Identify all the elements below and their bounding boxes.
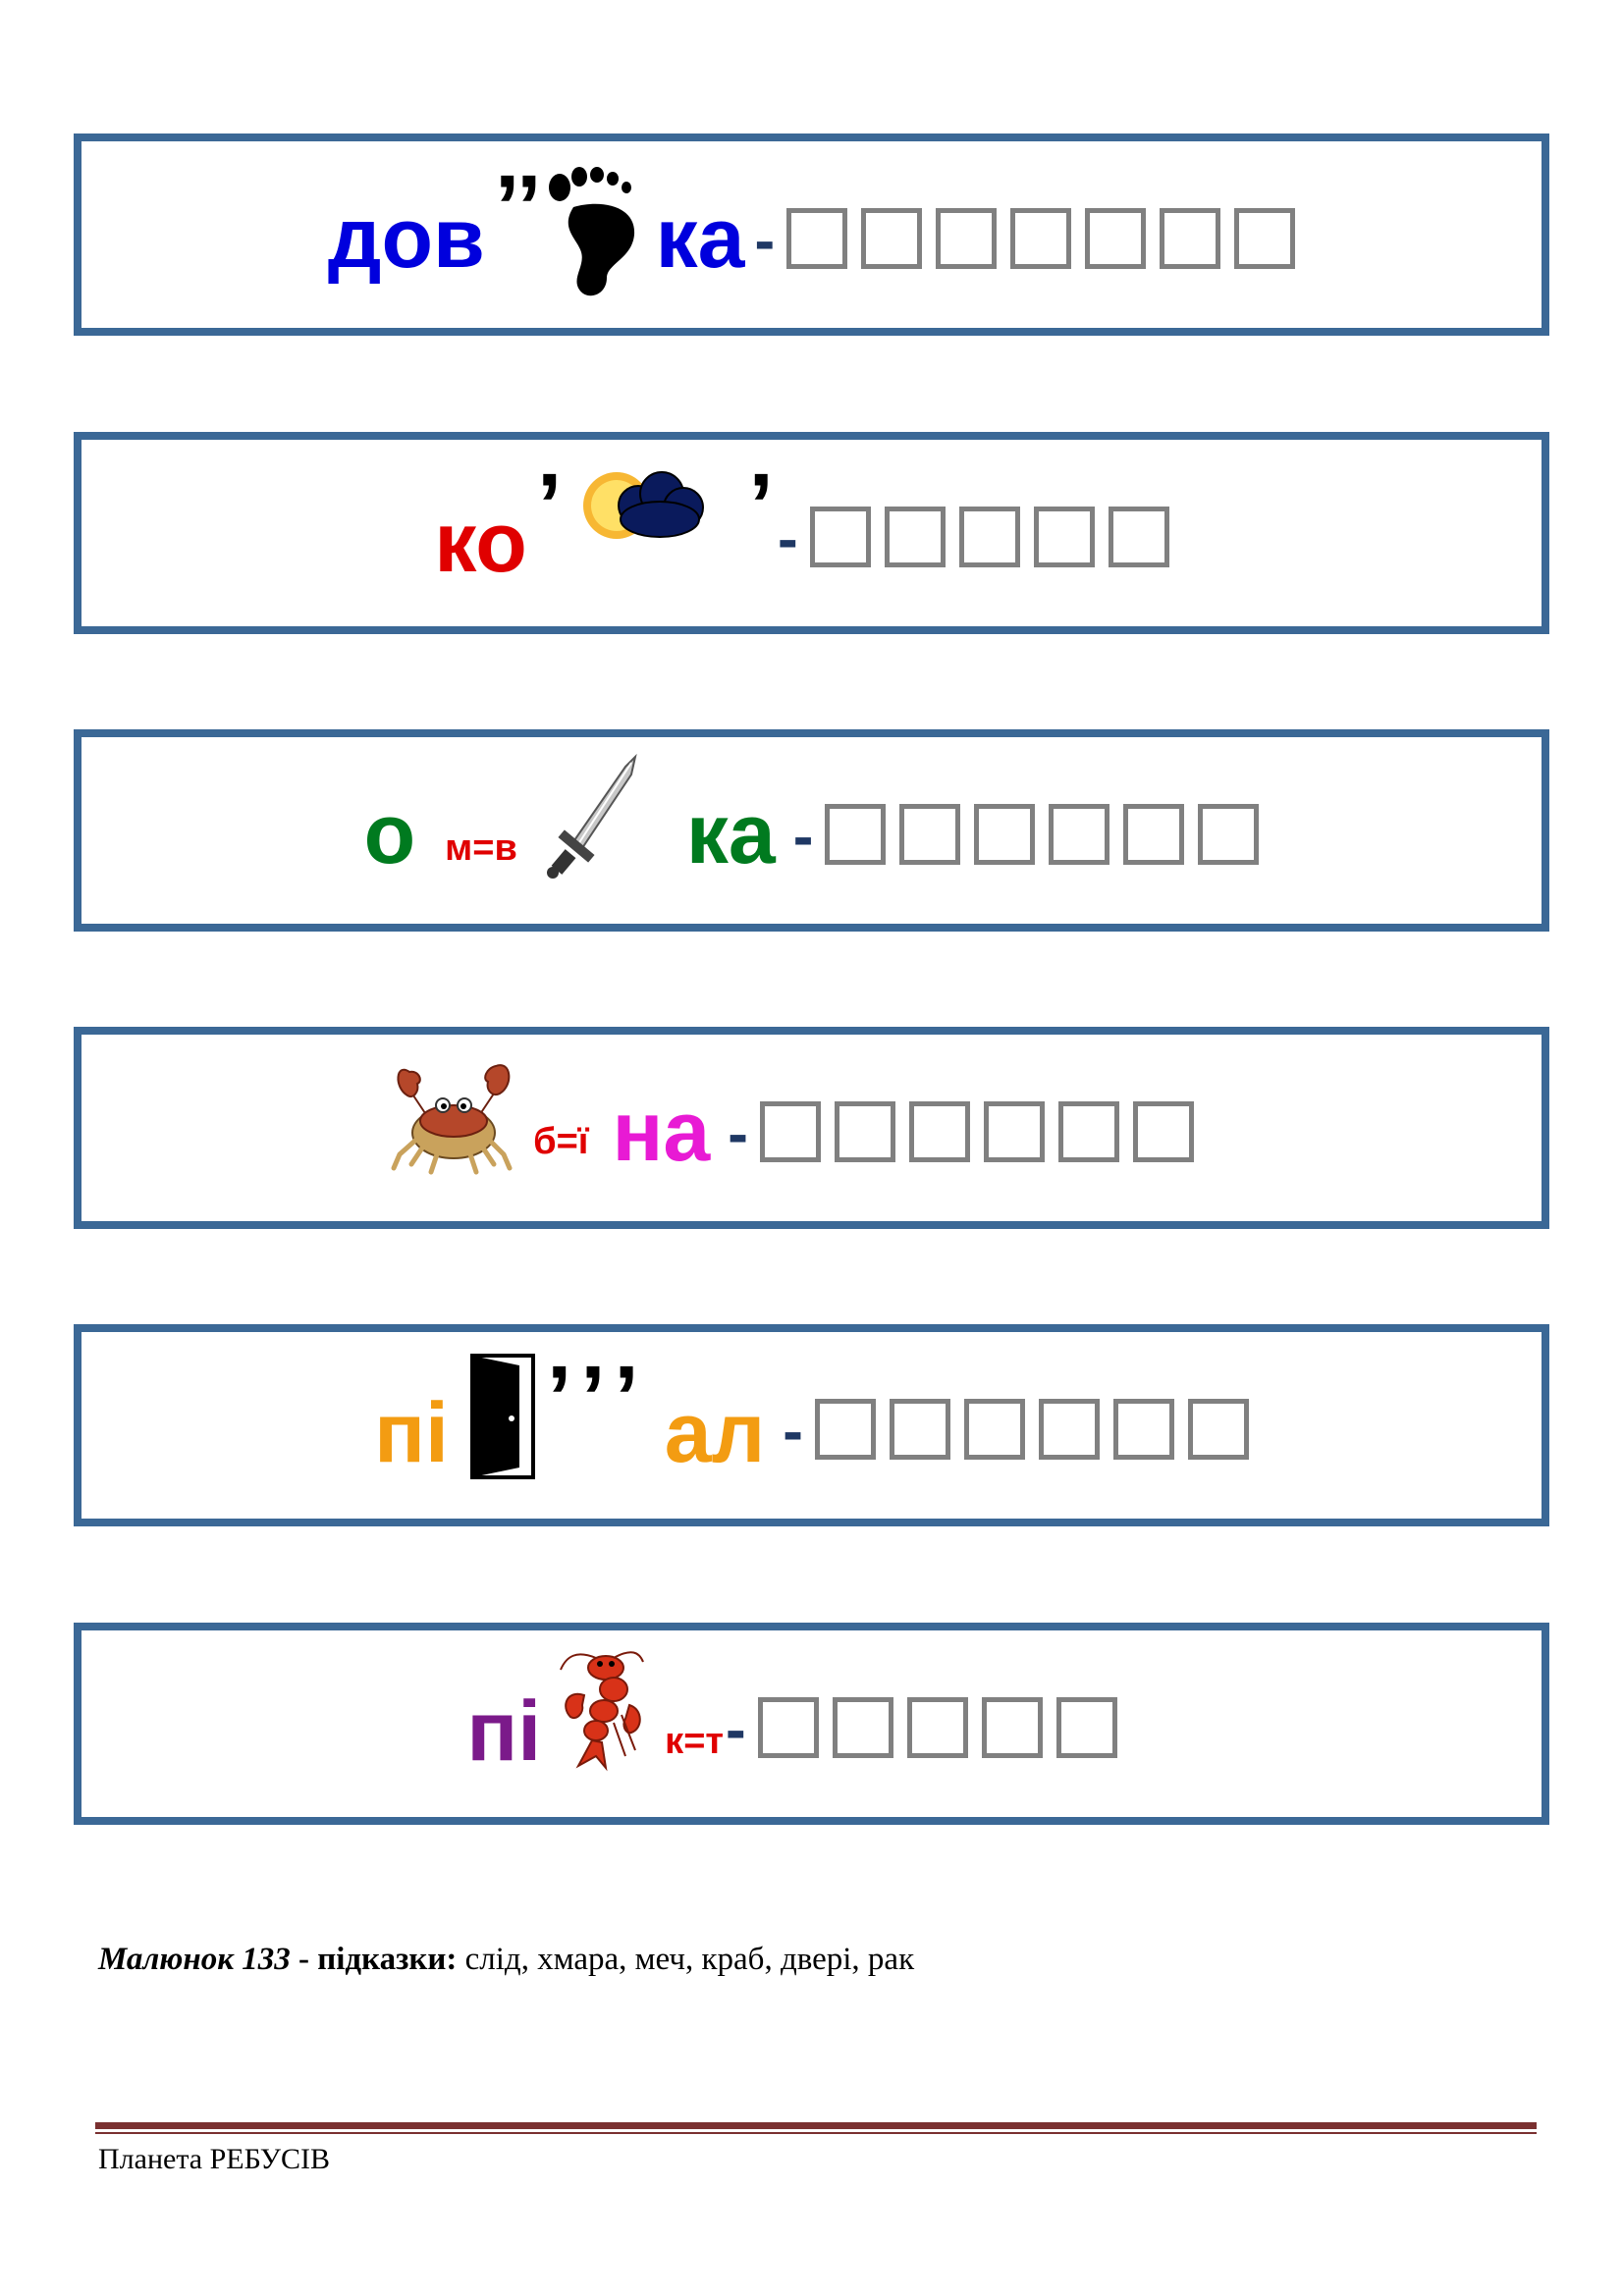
answer-box[interactable] — [1034, 507, 1095, 567]
dash: - — [726, 1695, 746, 1764]
hint-separator: - — [290, 1942, 318, 1977]
footer-divider — [95, 2122, 1537, 2129]
answer-box[interactable] — [1039, 1399, 1100, 1460]
answer-box[interactable] — [1085, 208, 1146, 269]
answer-box[interactable] — [984, 1101, 1045, 1162]
footprint-icon — [546, 164, 648, 306]
answer-box[interactable] — [1160, 208, 1220, 269]
answer-box[interactable] — [835, 1101, 895, 1162]
rebus-card-4 — [74, 1027, 1549, 1229]
answer-box[interactable] — [909, 1101, 970, 1162]
answer-box[interactable] — [833, 1697, 893, 1758]
rebus-card-5 — [74, 1324, 1549, 1526]
answer-box[interactable] — [861, 208, 922, 269]
rebus-card-6 — [74, 1623, 1549, 1825]
rebus-prefix: дов — [327, 191, 485, 286]
cloud-sun-icon — [581, 466, 709, 550]
answer-boxes — [758, 1693, 1117, 1754]
answer-box[interactable] — [899, 804, 960, 865]
letter-swap: б=ї — [533, 1120, 589, 1162]
answer-box[interactable] — [959, 507, 1020, 567]
rebus-suffix: на — [612, 1085, 711, 1179]
hint-line — [98, 1942, 914, 1978]
rebus-prefix: пі — [466, 1684, 542, 1779]
answer-boxes — [760, 1097, 1194, 1158]
answer-box[interactable] — [1109, 507, 1169, 567]
rebus-prefix: о — [363, 787, 416, 881]
sword-icon — [543, 753, 641, 885]
answer-box[interactable] — [1234, 208, 1295, 269]
rebus-card-2 — [74, 432, 1549, 634]
apostrophes: ’’’ — [546, 1348, 651, 1448]
rebus-suffix: ка — [685, 787, 776, 881]
dash: - — [728, 1099, 748, 1168]
rebus-suffix: ка — [655, 191, 745, 286]
rebus-prefix: пі — [374, 1386, 449, 1480]
answer-boxes — [810, 503, 1169, 563]
answer-box[interactable] — [1123, 804, 1184, 865]
crab-icon — [390, 1052, 517, 1185]
hint-text: слід, хмара, меч, краб, двері, рак — [457, 1942, 915, 1977]
hint-label: підказки — [317, 1942, 447, 1977]
answer-box[interactable] — [936, 208, 997, 269]
answer-box[interactable] — [815, 1399, 876, 1460]
answer-box[interactable] — [786, 208, 847, 269]
apostrophe: ’ — [536, 455, 563, 556]
hint-colon: : — [446, 1942, 458, 1977]
door-icon — [470, 1352, 539, 1484]
answer-box[interactable] — [760, 1101, 821, 1162]
answer-box[interactable] — [1188, 1399, 1249, 1460]
answer-box[interactable] — [964, 1399, 1025, 1460]
footer-text: Планета РЕБУСІВ — [98, 2143, 331, 2175]
answer-box[interactable] — [982, 1697, 1043, 1758]
answer-box[interactable] — [810, 507, 871, 567]
answer-boxes — [815, 1395, 1249, 1456]
apostrophes: ’’ — [494, 157, 542, 257]
answer-box[interactable] — [1056, 1697, 1117, 1758]
answer-box[interactable] — [1058, 1101, 1119, 1162]
rebus-suffix: ал — [664, 1386, 766, 1480]
rebus-card-3 — [74, 729, 1549, 932]
rebus-card-1 — [74, 133, 1549, 336]
answer-box[interactable] — [758, 1697, 819, 1758]
answer-box[interactable] — [1113, 1399, 1174, 1460]
answer-box[interactable] — [907, 1697, 968, 1758]
answer-box[interactable] — [890, 1399, 950, 1460]
answer-box[interactable] — [1198, 804, 1259, 865]
answer-box[interactable] — [1010, 208, 1071, 269]
figure-caption: Малюнок 133 — [98, 1942, 291, 1977]
dash: - — [792, 802, 814, 871]
answer-box[interactable] — [885, 507, 946, 567]
answer-box[interactable] — [1133, 1101, 1194, 1162]
answer-box[interactable] — [1049, 804, 1109, 865]
rebus-prefix: ко — [434, 496, 527, 590]
letter-swap: м=в — [445, 827, 517, 869]
footer-divider-thin — [95, 2132, 1537, 2134]
answer-box[interactable] — [974, 804, 1035, 865]
apostrophe: ’ — [748, 455, 774, 556]
answer-boxes — [825, 800, 1259, 861]
dash: - — [783, 1397, 803, 1466]
dash: - — [777, 505, 798, 573]
crayfish-icon — [557, 1646, 645, 1779]
dash: - — [754, 206, 776, 275]
letter-swap: к=т — [665, 1720, 724, 1762]
answer-boxes — [786, 204, 1295, 265]
answer-box[interactable] — [825, 804, 886, 865]
